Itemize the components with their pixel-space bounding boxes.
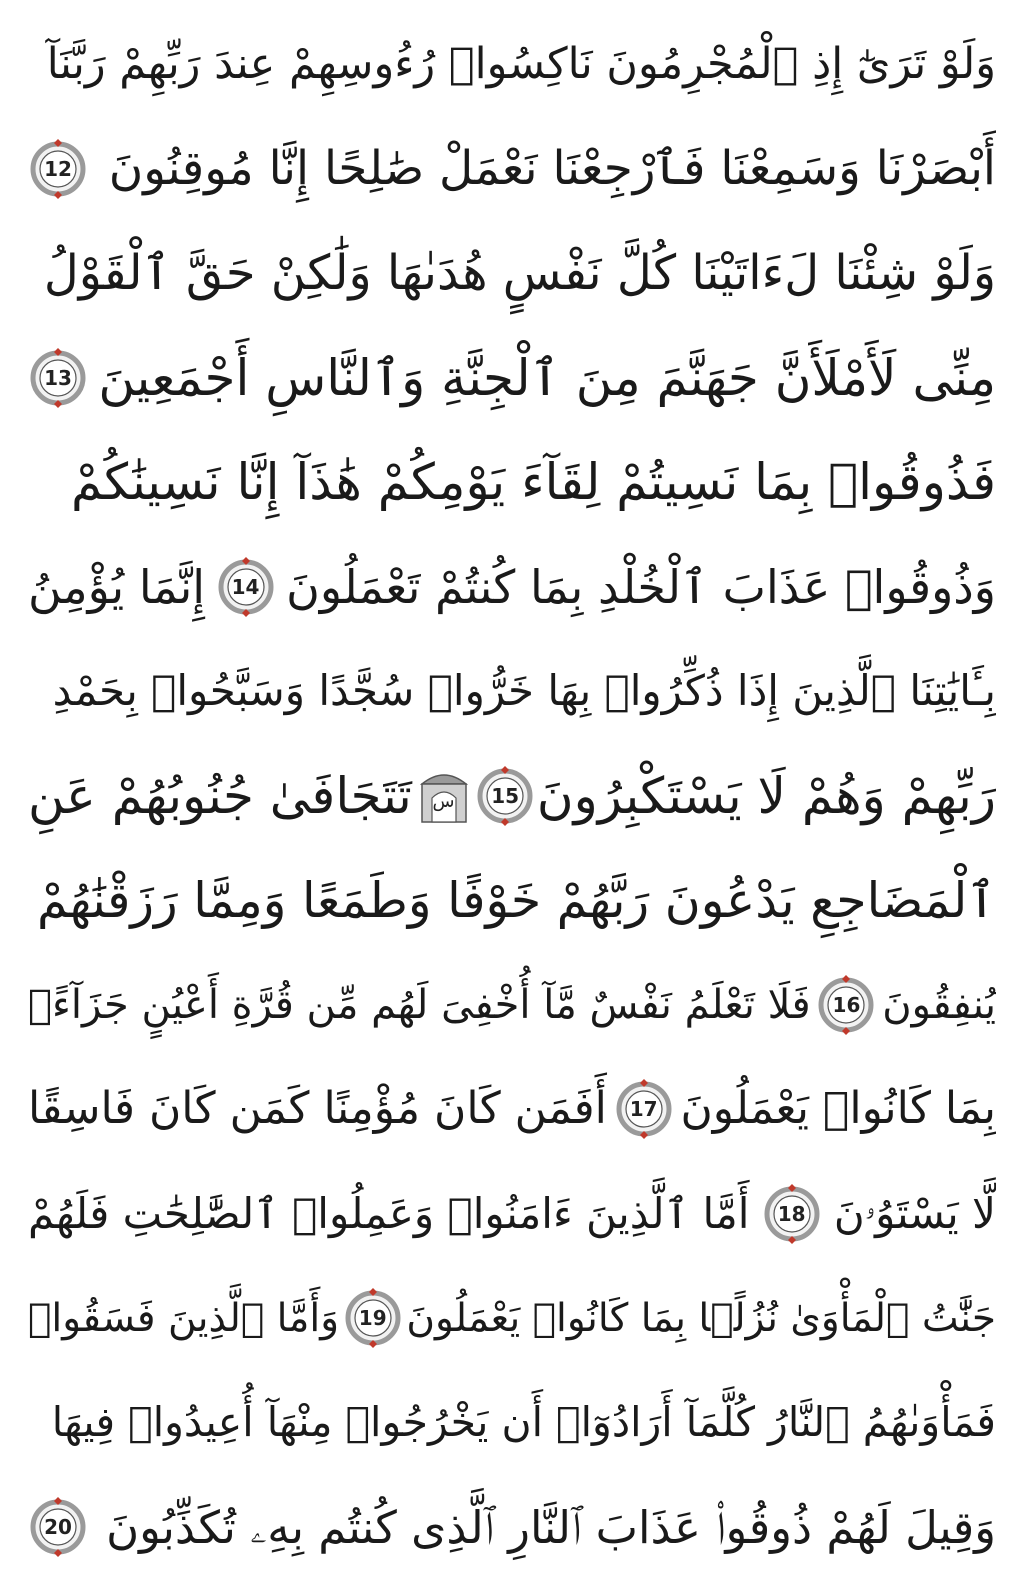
verse-text: أَفَمَن كَانَ مُؤْمِنًا كَمَن كَانَ فَاسِقًا xyxy=(28,1083,607,1135)
ayah-end-marker-icon xyxy=(614,1079,674,1139)
ayah-end-marker-icon xyxy=(816,975,876,1035)
text-line xyxy=(28,953,996,1058)
ayah-number: 15 xyxy=(491,783,520,808)
verse-text: وَلَوْ تَرَىٰٓ إِذِ ٱلْمُجْرِمُونَ نَاكِسُوا۟ رُءُوسِهِمْ عِندَ رَبِّهِمْ رَبَّنَآ xyxy=(46,38,996,89)
text-line xyxy=(28,1371,996,1476)
ayah-number: 13 xyxy=(44,365,72,390)
verse-text: بِـَٔايَٰتِنَا ٱلَّذِينَ إِذَا ذُكِّرُوا۟ بِهَا خَرُّوا۟ سُجَّدًا وَسَبَّحُوا۟ بِحَمْدِ xyxy=(52,666,996,716)
ayah-end-marker-icon xyxy=(762,1184,822,1244)
ayah-end-marker-icon xyxy=(343,1288,403,1348)
verse-text: يُنفِقُونَ xyxy=(882,981,996,1028)
text-line xyxy=(28,639,996,744)
sajda-mihrab-icon xyxy=(414,764,474,828)
verse-text: فَمَأْوَىٰهُمُ ٱلنَّارُ كُلَّمَآ أَرَادُوٓا۟ أَن يَخْرُجُوا۟ مِنْهَآ أُعِيدُوا۟ فِيهَا xyxy=(51,1398,996,1447)
text-line xyxy=(28,430,996,535)
ayah-number: 20 xyxy=(44,1515,72,1540)
ayah-end-marker-icon xyxy=(475,766,535,826)
text-line xyxy=(28,1162,996,1267)
verse-text: أَبْصَرْنَا وَسَمِعْنَا فَٱرْجِعْنَا نَعْمَلْ صَٰلِحًا إِنَّا مُوقِنُونَ xyxy=(108,141,996,197)
verse-text: ٱلْمَضَاجِعِ يَدْعُونَ رَبَّهُمْ خَوْفًا وَطَمَعًا وَمِمَّا رَزَقْنَٰهُمْ xyxy=(36,871,996,929)
text-line xyxy=(28,1266,996,1371)
ayah-number: 14 xyxy=(231,574,260,599)
text-line xyxy=(28,848,996,953)
verse-text: فَذُوقُوا۟ بِمَا نَسِيتُمْ لِقَآءَ يَوْمِكُمْ هَٰذَآ إِنَّا نَسِينَٰكُمْ xyxy=(70,453,996,512)
ayah-end-marker-icon xyxy=(216,557,276,617)
text-line xyxy=(28,326,996,431)
verse-text: رَبِّهِمْ وَهُمْ لَا يَسْتَكْبِرُونَ xyxy=(536,766,996,825)
text-line xyxy=(28,1475,996,1580)
ayah-number: 19 xyxy=(358,1306,387,1331)
verse-text: بِمَا كَانُوا۟ يَعْمَلُونَ xyxy=(680,1083,996,1135)
ayah-number: 16 xyxy=(832,992,861,1017)
ayah-end-marker-icon xyxy=(28,139,88,199)
verse-text: فَلَا تَعْلَمُ نَفْسٌ مَّآ أُخْفِىَ لَهُم مِّن قُرَّةِ أَعْيُنٍ جَزَآءًۢ xyxy=(28,981,811,1028)
ayah-number: 17 xyxy=(629,1097,658,1122)
text-line xyxy=(28,221,996,326)
verse-text: جَنَّٰتُ ٱلْمَأْوَىٰ نُزُلًۢا بِمَا كَانُوا۟ يَعْمَلُونَ xyxy=(406,1295,996,1341)
sajda-label: س xyxy=(432,791,455,813)
text-line xyxy=(28,744,996,849)
ayah-number: 12 xyxy=(44,156,72,181)
text-line xyxy=(28,117,996,222)
ayah-end-marker-icon xyxy=(28,348,88,408)
verse-text: وَلَوْ شِئْنَا لَءَاتَيْنَا كُلَّ نَفْسٍ هُدَىٰهَا وَلَٰكِنْ حَقَّ ٱلْقَوْلُ xyxy=(43,245,996,302)
verse-text: مِنِّى لَأَمْلَأَنَّ جَهَنَّمَ مِنَ ٱلْجِنَّةِ وَٱلنَّاسِ أَجْمَعِينَ xyxy=(98,348,996,407)
ayah-number: 18 xyxy=(777,1201,806,1226)
verse-text: أَمَّا ٱلَّذِينَ ءَامَنُوا۟ وَعَمِلُوا۟ ٱلصَّٰلِحَٰتِ فَلَهُمْ xyxy=(28,1188,750,1238)
text-line xyxy=(28,535,996,640)
verse-text: وَأَمَّا ٱلَّذِينَ فَسَقُوا۟ xyxy=(28,1295,340,1341)
ayah-end-marker-icon xyxy=(28,1497,88,1557)
verse-text: وَقِيلَ لَهُمْ ذُوقُوا۟ عَذَابَ ٱلنَّارِ ٱلَّذِى كُنتُم بِهِۦ تُكَذِّبُونَ xyxy=(106,1500,996,1554)
verse-text: لَّا يَسْتَوُۥنَ xyxy=(833,1188,996,1238)
verse-text: وَذُوقُوا۟ عَذَابَ ٱلْخُلْدِ بِمَا كُنتُمْ تَعْمَلُونَ xyxy=(286,559,996,614)
text-line xyxy=(28,12,996,117)
text-line xyxy=(28,1057,996,1162)
verse-text: إِنَّمَا يُؤْمِنُ xyxy=(28,559,206,614)
verse-text: تَتَجَافَىٰ جُنُوبُهُمْ عَنِ xyxy=(28,766,412,825)
